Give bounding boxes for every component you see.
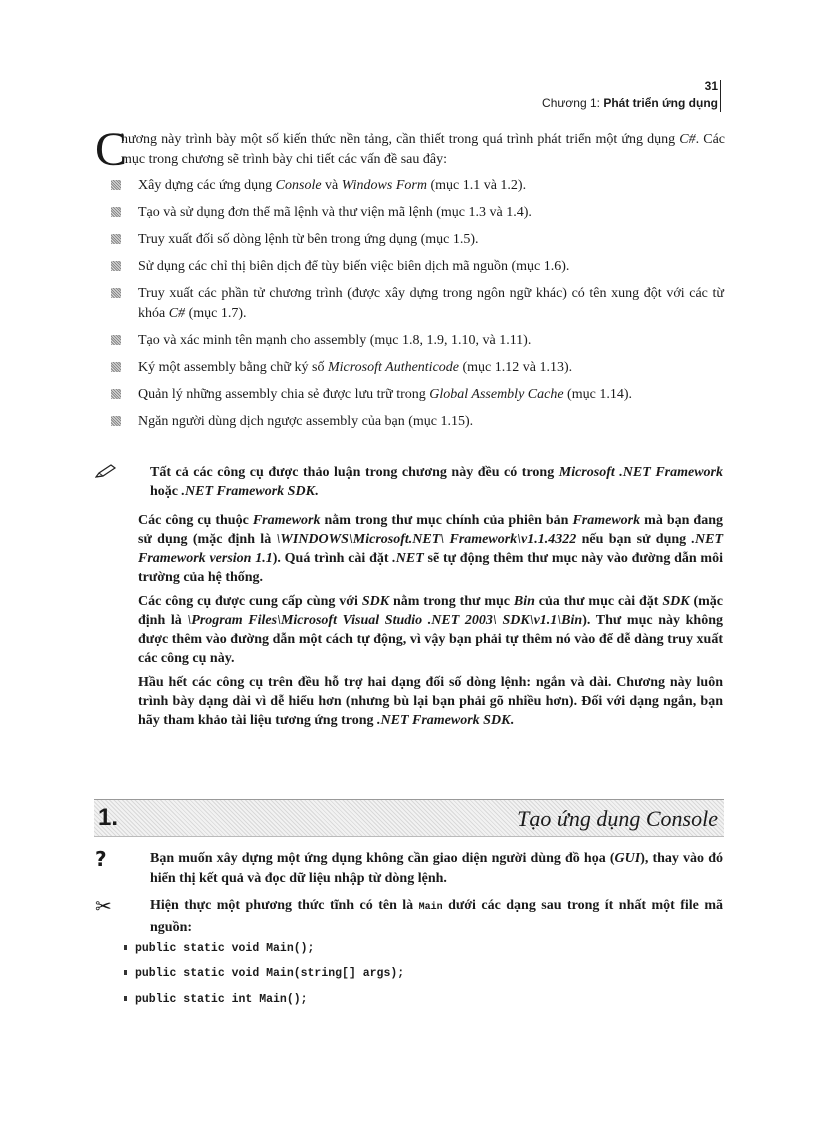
list-item: Tạo và xác minh tên mạnh cho assembly (mục 1.8, 1.9, 1.10, và 1.11). [108, 331, 724, 351]
code-line: public static int Main(); [124, 993, 308, 1007]
intro-paragraph [95, 123, 726, 176]
bullet-square-icon [111, 288, 121, 298]
note-block [95, 463, 723, 735]
note-paragraph: Các công cụ được cung cấp cùng với SDK nằm trong thư mục Bin của thư mục cài đặt SDK (mặc định là \Program Files\Microsoft Visual Studio .NET 2003\ SDK\v1.1\Bin). Thư mục này không được thêm vào đường dẫn một cách tự động, vì vậy bạn phải tự thêm nó vào để dễ dàng truy xuất các công cụ này. [138, 594, 723, 666]
bullet-icon [124, 996, 127, 1001]
note-paragraph: Tất cả các công cụ được thảo luận trong chương này đều có trong Microsoft .NET Framework hoặc .NET Framework SDK. [150, 465, 723, 499]
running-header [542, 78, 718, 112]
list-item: Truy xuất các phần tử chương trình (được xây dựng trong ngôn ngữ khác) có tên xung đột với các từ khóa C# (mục 1.7). [108, 284, 724, 324]
topic-list [108, 176, 724, 439]
list-item: Ngăn người dùng dịch ngược assembly của bạn (mục 1.15). [108, 412, 724, 432]
intro-text-part: . Các mục trong chương sẽ trình bày chi tiết các vấn đề sau đây: [121, 132, 726, 167]
bullet-icon [124, 945, 127, 950]
note-paragraph: Hầu hết các công cụ trên đều hỗ trợ hai dạng đối số dòng lệnh: ngắn và dài. Chương này luôn trình bày dạng dài vì dễ hiểu hơn (nhưng bù lại bạn phải gõ nhiều hơn). Đối với dạng ngắn, bạn hãy tham khảo tài liệu tương ứng trong .NET Framework SDK. [138, 675, 723, 728]
section-heading [94, 799, 724, 837]
code-line: public static void Main(); [124, 942, 314, 956]
bullet-square-icon [111, 362, 121, 372]
bullet-icon [124, 970, 127, 975]
list-item: Xây dựng các ứng dụng Console và Windows Form (mục 1.1 và 1.2). [108, 176, 724, 196]
question-icon: ? [95, 847, 107, 871]
bullet-square-icon [111, 180, 121, 190]
bullet-square-icon [111, 389, 121, 399]
solution-text: Hiện thực một phương thức tĩnh có tên là Main dưới các dạng sau trong ít nhất một file mã nguồn: [150, 898, 723, 935]
header-rule [720, 80, 721, 112]
intro-text-part: hương này trình bày một số kiến thức nền tảng, cần thiết trong quá trình phát triển một ứng dụng [121, 132, 680, 147]
dropcap: C [95, 123, 128, 176]
page-number: 31 [704, 79, 718, 93]
intro-text-em: C# [679, 132, 696, 147]
solution-block [95, 896, 723, 938]
list-item: Quản lý những assembly chia sẻ được lưu trữ trong Global Assembly Cache (mục 1.14). [108, 385, 724, 405]
list-item: Truy xuất đối số dòng lệnh từ bên trong ứng dụng (mục 1.5). [108, 230, 724, 250]
tools-icon: ✂ [95, 894, 112, 918]
section-title: Tạo ứng dụng Console [517, 806, 718, 831]
bullet-square-icon [111, 207, 121, 217]
chapter-header [542, 95, 718, 112]
bullet-square-icon [111, 335, 121, 345]
problem-text: Bạn muốn xây dựng một ứng dụng không cần giao diện người dùng đồ họa (GUI), thay vào đó hiển thị kết quả và đọc dữ liệu nhập từ dòng lệnh. [150, 851, 723, 886]
inline-code: Main [418, 902, 443, 913]
list-item: Sử dụng các chỉ thị biên dịch để tùy biến việc biên dịch mã nguồn (mục 1.6). [108, 257, 724, 277]
bullet-square-icon [111, 416, 121, 426]
list-item: Tạo và sử dụng đơn thể mã lệnh và thư viện mã lệnh (mục 1.3 và 1.4). [108, 203, 724, 223]
code-line: public static void Main(string[] args); [124, 967, 404, 981]
bullet-square-icon [111, 234, 121, 244]
chapter-prefix: Chương 1: [542, 96, 604, 110]
pen-note-icon [95, 463, 117, 479]
bullet-square-icon [111, 261, 121, 271]
note-paragraph: Các công cụ thuộc Framework nằm trong thư mục chính của phiên bản Framework mà bạn đang sử dụng (mặc định là \WINDOWS\Microsoft.NET\ Framework\v1.1.4322 nếu bạn sử dụng .NET Framework version 1.1). Quá trình cài đặt .NET sẽ tự động thêm thư mục này vào đường dẫn môi trường của hệ thống. [138, 513, 723, 585]
section-number: 1. [98, 804, 119, 831]
list-item: Ký một assembly bằng chữ ký số Microsoft Authenticode (mục 1.12 và 1.13). [108, 358, 724, 378]
problem-block [95, 849, 723, 889]
intro-text [121, 130, 725, 170]
chapter-title: Phát triển ứng dụng [603, 96, 718, 110]
